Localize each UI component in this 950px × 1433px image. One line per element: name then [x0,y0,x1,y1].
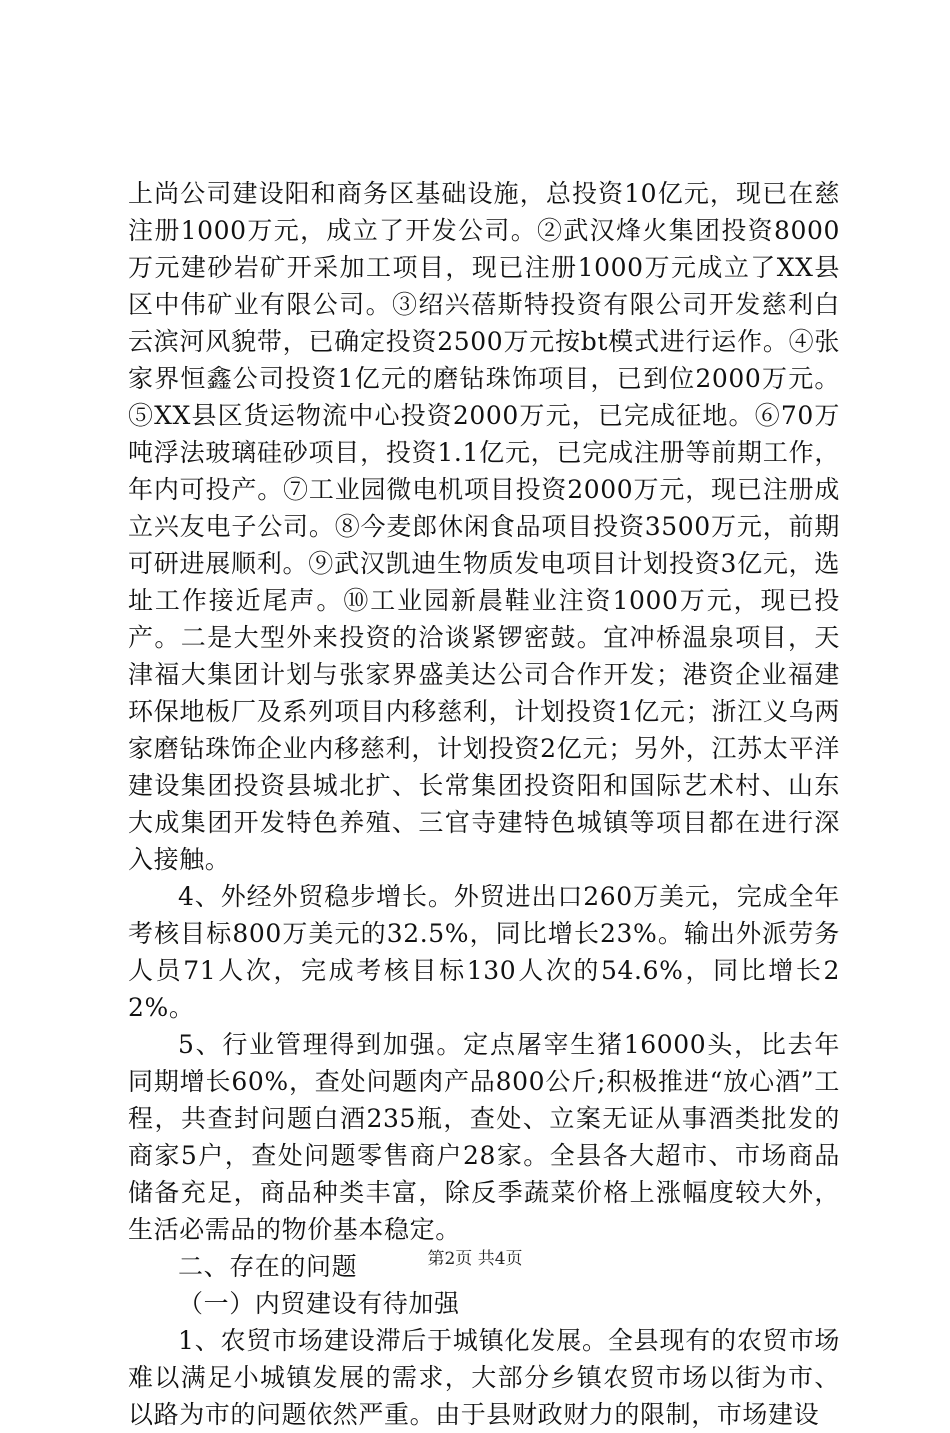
page-footer: 第2页 共4页 [427,1249,523,1269]
paragraph-market-construction: 1、农贸市场建设滞后于城镇化发展。全县现有的农贸市场难以满足小城镇发展的需求，大部分乡镇农贸市场以街为市、以路为市的问题依然严重。由于县财政财力的限制，市场建设 [128,1326,840,1429]
paragraph-foreign-trade: 4、外经外贸稳步增长。外贸进出口260万美元，完成全年考核目标800万美元的32.5%，同比增长23%。输出外派劳务人员71人次，完成考核目标130人次的54.6%，同比增长22%。 [128,882,840,1022]
subsection-heading-domestic-trade: （一）内贸建设有待加强 [178,1289,460,1318]
paragraph-industry-management: 5、行业管理得到加强。定点屠宰生猪16000头，比去年同期增长60%，查处问题肉产品800公斤;积极推进“放心酒”工程，共查封问题白酒235瓶，查处、立案无证从事酒类批发的商家5户，查处问题零售商户28家。全县各大超市、市场商品储备充足，商品种类丰富，除反季蔬菜价格上涨幅度较大外，生活必需品的物价基本稳定。 [128,1030,840,1244]
section-heading-problems: 二、存在的问题 [178,1252,358,1281]
paragraph-investment-projects: 上尚公司建设阳和商务区基础设施，总投资10亿元，现已在慈注册1000万元，成立了开发公司。②武汉烽火集团投资8000万元建砂岩矿开采加工项目，现已注册1000万元成立了XX县区中伟矿业有限公司。③绍兴蓓斯特投资有限公司开发慈利白云滨河风貌带，已确定投资2500万元按bt模式进行运作。④张家界恒鑫公司投资1亿元的磨钻珠饰项目，已到位2000万元。⑤XX县区货运物流中心投资2000万元，已完成征地。⑥70万吨浮法玻璃硅砂项目，投资1.1亿元，已完成注册等前期工作，年内可投产。⑦工业园微电机项目投资2000万元，现已注册成立兴友电子公司。⑧今麦郎休闲食品项目投资3500万元，前期可研进展顺利。⑨武汉凯迪生物质发电项目计划投资3亿元，选址工作接近尾声。⑩工业园新晨鞋业注资1000万元，现已投产。二是大型外来投资的洽谈紧锣密鼓。宜冲桥温泉项目，天津福大集团计划与张家界盛美达公司合作开发；港资企业福建环保地板厂及系列项目内移慈利，计划投资1亿元；浙江义乌两家磨钻珠饰企业内移慈利，计划投资2亿元；另外，江苏太平洋建设集团投资县城北扩、长常集团投资阳和国际艺术村、山东大成集团开发特色养殖、三官寺建特色城镇等项目都在进行深入接触。 [128,179,840,874]
